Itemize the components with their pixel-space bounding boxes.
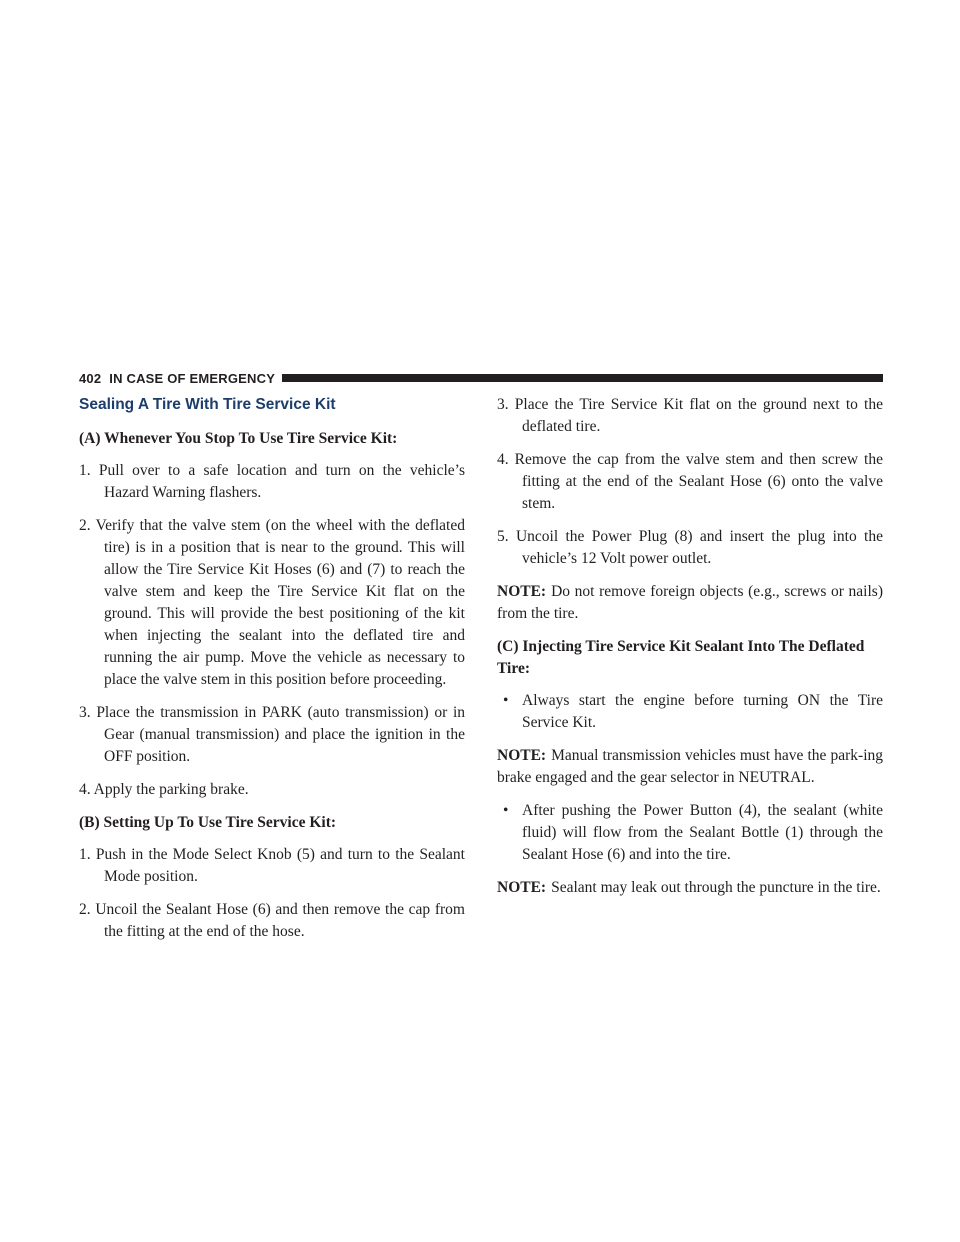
step-b-4: 4. Remove the cap from the valve stem and then screw the fitting at the end of the Sealant Hose (6) onto the valve stem. [497,451,883,512]
section-heading: Sealing A Tire With Tire Service Kit [79,396,336,413]
note-text: Manual transmission vehicles must have the park-ing brake engaged and the gear selector in NEUTRAL. [497,747,883,786]
note-label: NOTE: [497,879,547,896]
page-header [79,369,883,387]
bullet-icon: • [503,692,509,709]
step-a-2: 2. Verify that the valve stem (on the wheel with the deflated tire) is in a position that is near to the ground. This will allow the Tire Service Kit Hoses (6) and (7) to reach the valve stem and keep the Tire Service Kit flat on the ground. This will provide the best positioning of the kit when injecting the sealant into the deflated tire and running the air pump. Move the vehicle as necessary to place the valve stem in this position before proceeding. [79,517,465,688]
note-3 [497,877,883,899]
right-column [497,394,883,910]
step-b-1: 1. Push in the Mode Select Knob (5) and turn to the Sealant Mode position. [79,846,465,885]
subheading-a: (A) Whenever You Stop To Use Tire Service Kit: [79,430,398,447]
subheading-b: (B) Setting Up To Use Tire Service Kit: [79,814,337,831]
bullet-icon: • [503,802,509,819]
step-b-2: 2. Uncoil the Sealant Hose (6) and then remove the cap from the fitting at the end of the hose. [79,901,465,940]
left-column [79,394,465,954]
bullet-item [497,690,883,734]
note-text: Sealant may leak out through the puncture in the tire. [551,879,881,896]
step-a-1: 1. Pull over to a safe location and turn on the vehicle’s Hazard Warning flashers. [79,462,465,501]
note-2 [497,745,883,789]
header-rule [282,374,883,382]
note-label: NOTE: [497,747,547,764]
section-title: IN CASE OF EMERGENCY [109,370,276,386]
bullet-item [497,800,883,866]
page-number: 402 [79,370,102,386]
bullet-text: After pushing the Power Button (4), the sealant (white fluid) will flow from the Sealant Bottle (1) through the Sealant Hose (6) and into the tire. [522,802,883,863]
step-a-4: 4. Apply the parking brake. [79,781,249,798]
step-a-3: 3. Place the transmission in PARK (auto transmission) or in Gear (manual transmission) and place the ignition in the OFF position. [79,704,465,765]
bullet-text: Always start the engine before turning ON the Tire Service Kit. [522,692,883,731]
note-label: NOTE: [497,583,547,600]
step-b-3: 3. Place the Tire Service Kit flat on the ground next to the deflated tire. [497,396,883,435]
subheading-c: (C) Injecting Tire Service Kit Sealant Into The Deflated Tire: [497,638,865,677]
step-b-5: 5. Uncoil the Power Plug (8) and insert the plug into the vehicle’s 12 Volt power outlet. [497,528,883,567]
note-text: Do not remove foreign objects (e.g., screws or nails) from the tire. [497,583,883,622]
note-1 [497,581,883,625]
